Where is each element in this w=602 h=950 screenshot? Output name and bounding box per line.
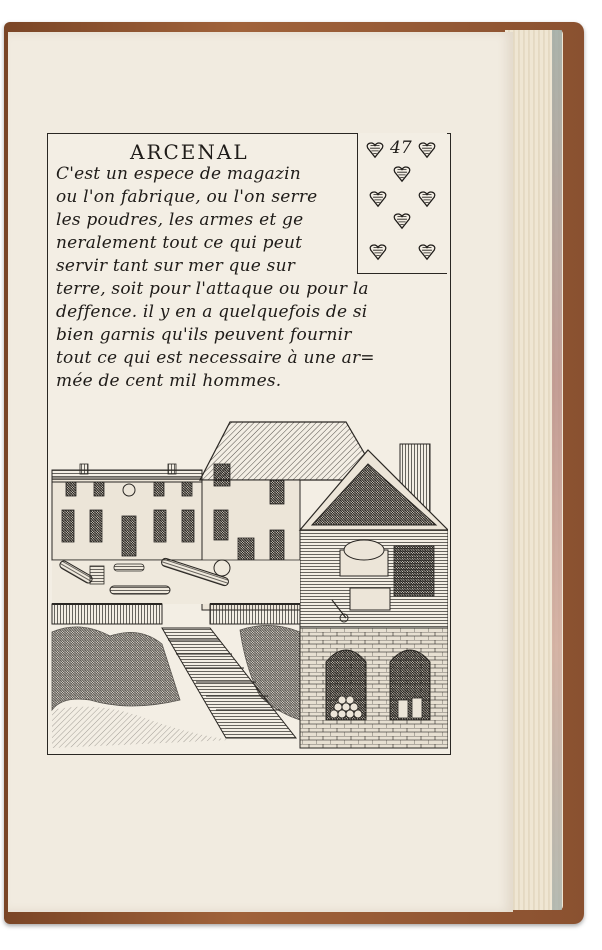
card-number: 47	[390, 138, 412, 158]
spade-icon	[418, 141, 436, 159]
description-line: ou l'on fabrique, ou l'on serre	[56, 187, 318, 207]
arsenal-engraving	[50, 400, 448, 750]
description-line: C'est un espece de magazin	[56, 164, 301, 184]
spade-icon	[369, 190, 387, 208]
description-line: terre, soit pour l'attaque ou pour la	[56, 279, 369, 299]
spade-icon	[393, 212, 411, 230]
spade-icon	[393, 165, 411, 183]
spade-icon	[366, 141, 384, 159]
vaulted-cellar	[300, 628, 448, 748]
description-line: les poudres, les armes et ge	[56, 210, 304, 230]
description-line: tout ce qui est necessaire à une ar=	[56, 348, 375, 368]
description-line: deffence. il y en a quelquefois de si	[56, 302, 368, 322]
page-edge-tint	[552, 30, 562, 910]
description-line: mée de cent mil hommes.	[56, 371, 282, 391]
spade-icon	[418, 243, 436, 261]
distant-building	[52, 464, 202, 560]
spade-icon	[418, 190, 436, 208]
description-line: neralement tout ce qui peut	[56, 233, 303, 253]
description-line: servir tant sur mer que sur	[56, 256, 296, 276]
spade-icon	[369, 243, 387, 261]
balustrade	[52, 604, 300, 624]
description-line: bien garnis qu'ils peuvent fournir	[56, 325, 352, 345]
courtyard-cannons	[52, 557, 300, 604]
card-title: ARCENAL	[130, 140, 249, 164]
